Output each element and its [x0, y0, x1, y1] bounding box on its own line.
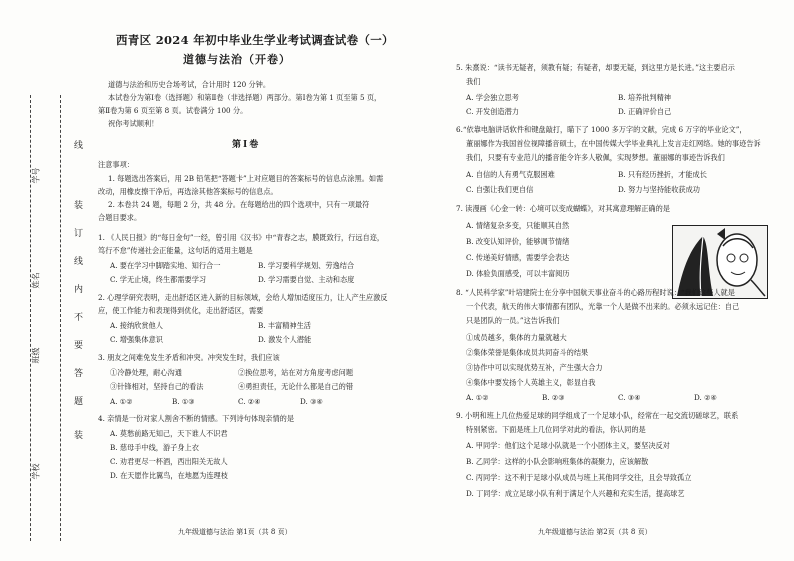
answer-option: B. 慈母手中线，游子身上衣 — [110, 443, 199, 452]
page-footer: 九年级道德与法治 第1页（共 8 页） — [178, 528, 292, 536]
question-stem: 一个代表，航天的伟大事情都有团队，光靠一个人是做不出来的。必须永远记住：自己 — [466, 302, 740, 311]
intro-line: 第Ⅱ卷为第 6 页至第 8 页。试卷满分 100 分。 — [98, 106, 248, 115]
answer-choice: D. ②④ — [694, 393, 717, 402]
answer-choice: A. ①② — [466, 393, 489, 402]
answer-option: D. 体验负面感受，可以丰富阅历 — [466, 269, 570, 278]
question-stem: 9. 小明和班上几位热爱足球的同学组成了一个足球小队，经常在一起交流切磋球艺，联系 — [456, 411, 739, 420]
answer-choice: B. ①③ — [172, 397, 195, 406]
answer-option: B. 培养批判精神 — [618, 93, 671, 102]
side-mark: 装 — [72, 430, 82, 441]
answer-option: D. 在天愿作比翼鸟，在地愿为连理枝 — [110, 471, 228, 480]
intro-line: 本试卷分为第Ⅰ卷（选择题）和第Ⅱ卷（非选择题）两部分。第Ⅰ卷为第 1 页至第 5 页， — [108, 93, 382, 102]
question-stem: 只是团队的一员。”这告诉我们 — [466, 316, 560, 325]
section-heading: 第Ⅰ卷 — [232, 140, 261, 150]
notice-line: 2. 本卷共 24 题，每题 2 分，共 48 分。在每题给出的四个选项中，只有一项最符 — [108, 200, 370, 209]
question-stem: 1. 《人民日报》的“每日金句”一经，曾引用《汉书》中“青春之志，膜既致行，行远自迩， — [98, 233, 385, 242]
answer-option: A. 自信的人有勇气克服困难 — [466, 170, 555, 179]
class-label: 班级 — [31, 347, 41, 364]
answer-option: ②换位思考，站在对方角度考虑问题 — [238, 368, 354, 377]
side-mark: 线 — [72, 140, 82, 151]
answer-option: ②集体荣誉是集体成员共同奋斗的结果 — [466, 348, 589, 357]
question-stem: 3. 朋友之间难免发生矛盾和冲突。冲突发生时，我们应该 — [98, 353, 280, 362]
answer-option: A. 甲同学：他们这个足球小队就是一个小团体主义，要坚决反对 — [466, 441, 670, 450]
notice-title: 注意事项： — [98, 160, 134, 169]
answer-option: D. 激发个人潜能 — [258, 335, 312, 344]
exam-title: 西青区 2024 年初中毕业生学业考试调查试卷（一） — [116, 33, 394, 47]
answer-option: ④勇担责任，无论什么都是自己的错 — [238, 382, 354, 391]
intro-line: 祝你考试顺利！ — [108, 119, 159, 128]
answer-option: A. 学会独立思考 — [466, 93, 519, 102]
answer-option: ③协作中可以实现优势互补，产生强大合力 — [466, 363, 603, 372]
answer-option: A. 情绪复杂多变，只能顺其自然 — [466, 221, 570, 230]
answer-option: A. 莫愁前路无知己，天下谁人不识君 — [110, 429, 228, 438]
answer-option: ④集体中要发扬个人英雄主义，彰显自我 — [466, 378, 596, 387]
binding-margin — [0, 0, 88, 561]
question-stem: 8. “人民科学家”叶培建院士在分享中国航天事业奋斗的心路历程时说：“我们这些人就是 — [456, 288, 735, 297]
answer-option: C. 开发创造潜力 — [466, 107, 519, 116]
exam-subject: 道德与法治（开卷） — [183, 53, 291, 66]
answer-option: C. 自强让我们更自信 — [466, 185, 534, 194]
seal-char: 订 — [72, 228, 82, 239]
answer-option: D. 正确评价自己 — [618, 107, 672, 116]
answer-option: ①成员越多，集体的力量就越大 — [466, 333, 567, 342]
answer-option: B. 只有经历挫折，才能成长 — [618, 170, 707, 179]
question-stem: 特别紧密。下面是班上几位同学对此的看法，你认同的是 — [466, 425, 646, 434]
answer-option: C. 劝君更尽一杯酒，西出阳关无故人 — [110, 457, 228, 466]
exam-page-2 — [410, 0, 794, 561]
answer-option: B. 改变认知评价，能够调节情绪 — [466, 237, 570, 246]
answer-option: B. 乙同学：这样的小队会影响班集体的凝聚力，应该解散 — [466, 457, 649, 466]
notice-line: 改动，用橡皮擦干净后，再选涂其他答案标号的信息点。 — [98, 187, 278, 196]
answer-option: C. 学无止境，终生都需要学习 — [110, 275, 207, 284]
answer-choice: C. ③④ — [618, 393, 641, 402]
answer-option: C. 增强集体意识 — [110, 335, 163, 344]
question-stem: 应，使工作能力和表现得到优化，走出舒适区，需要 — [98, 306, 264, 315]
seal-char: 内 — [72, 284, 82, 295]
intro-line: 道德与法治和历史合场考试，合计用时 120 分钟。 — [108, 80, 271, 89]
question-stem: 4. 亲情是一份对家人割舍不断的情感。下列诗句体现亲情的是 — [98, 414, 295, 423]
page-footer: 九年级道德与法治 第2页（共 8 页） — [538, 528, 652, 536]
seal-char: 要 — [72, 340, 82, 351]
question-stem: 笃行不怠”传递社会正能量，这句话的适用主题是 — [98, 246, 253, 255]
answer-option: D. 丁同学：成立足球小队有利于满足个人兴趣和充实生活，提高球艺 — [466, 489, 685, 498]
answer-choice: C. ②④ — [238, 397, 261, 406]
answer-choice: D. ③④ — [300, 397, 323, 406]
school-label: 学校 — [31, 463, 41, 480]
answer-option: C. 传递美好情感，需要学会表达 — [466, 253, 570, 262]
seal-char: 装 — [72, 200, 82, 211]
question-stem: 我们，只要有专业范儿的播音能令许多人敬佩，实现梦想。董丽娜的事迹告诉我们 — [466, 153, 725, 162]
seal-char: 答 — [72, 368, 82, 379]
answer-option: B. 学习要科学规划、劳逸结合 — [258, 261, 355, 270]
name-label: 姓名 — [31, 272, 41, 289]
question-stem: 7. 读漫画《心金一转：心境可以变成蝴蝶》，对其寓意理解正确的是 — [456, 204, 670, 213]
student-id-label: 学号 — [31, 167, 41, 184]
answer-option: C. 丙同学：这不利于足球小队成员与班上其他同学交往，且会导致孤立 — [466, 473, 692, 482]
answer-option: B. 丰富精神生活 — [258, 321, 311, 330]
question-stem: 2. 心理学研究表明，走出舒适区进入新的目标领域，会给人增加适度压力，让人产生应激反 — [98, 293, 388, 302]
question-stem: 6.“依靠电脑讲话软件和键盘敲打，瞄下了 1000 多万字的文献，完成 6 万字的毕业论文”， — [456, 125, 747, 134]
question-stem: 我们 — [466, 77, 481, 86]
answer-choice: B. ②③ — [542, 393, 565, 402]
answer-option: D. 学习需要自觉、主动和态度 — [258, 275, 355, 284]
answer-option: A. 要在学习中脚踏实地、知行合一 — [110, 261, 221, 270]
notice-line: 1. 每题选出答案后，用 2B 铅笔把“答题卡”上对应题目的答案标号的信息点涂黑。如需 — [108, 174, 384, 183]
question-stem: 5. 朱熹说：“读书无疑者，须教有疑；有疑者，却要无疑，到这里方是长进。”这主要启示 — [456, 63, 735, 72]
seal-char: 题 — [72, 396, 82, 407]
seal-char: 线 — [72, 256, 82, 267]
answer-option: A. 接纳欣赏他人 — [110, 321, 163, 330]
question-stem: 董丽娜作为我国首位视障播音硕士，在中国传媒大学毕业典礼上发言走红网络。她的事迹告诉 — [466, 139, 761, 148]
notice-line: 合题目要求。 — [98, 213, 142, 222]
answer-option: D. 努力与坚持能收获成功 — [618, 185, 700, 194]
answer-option: ①冷静处理，耐心沟通 — [110, 368, 182, 377]
seal-char: 不 — [72, 312, 82, 323]
answer-choice: A. ①② — [110, 397, 133, 406]
answer-option: ③针锋相对，坚持自己的看法 — [110, 382, 204, 391]
binding-line-inner — [60, 95, 61, 541]
